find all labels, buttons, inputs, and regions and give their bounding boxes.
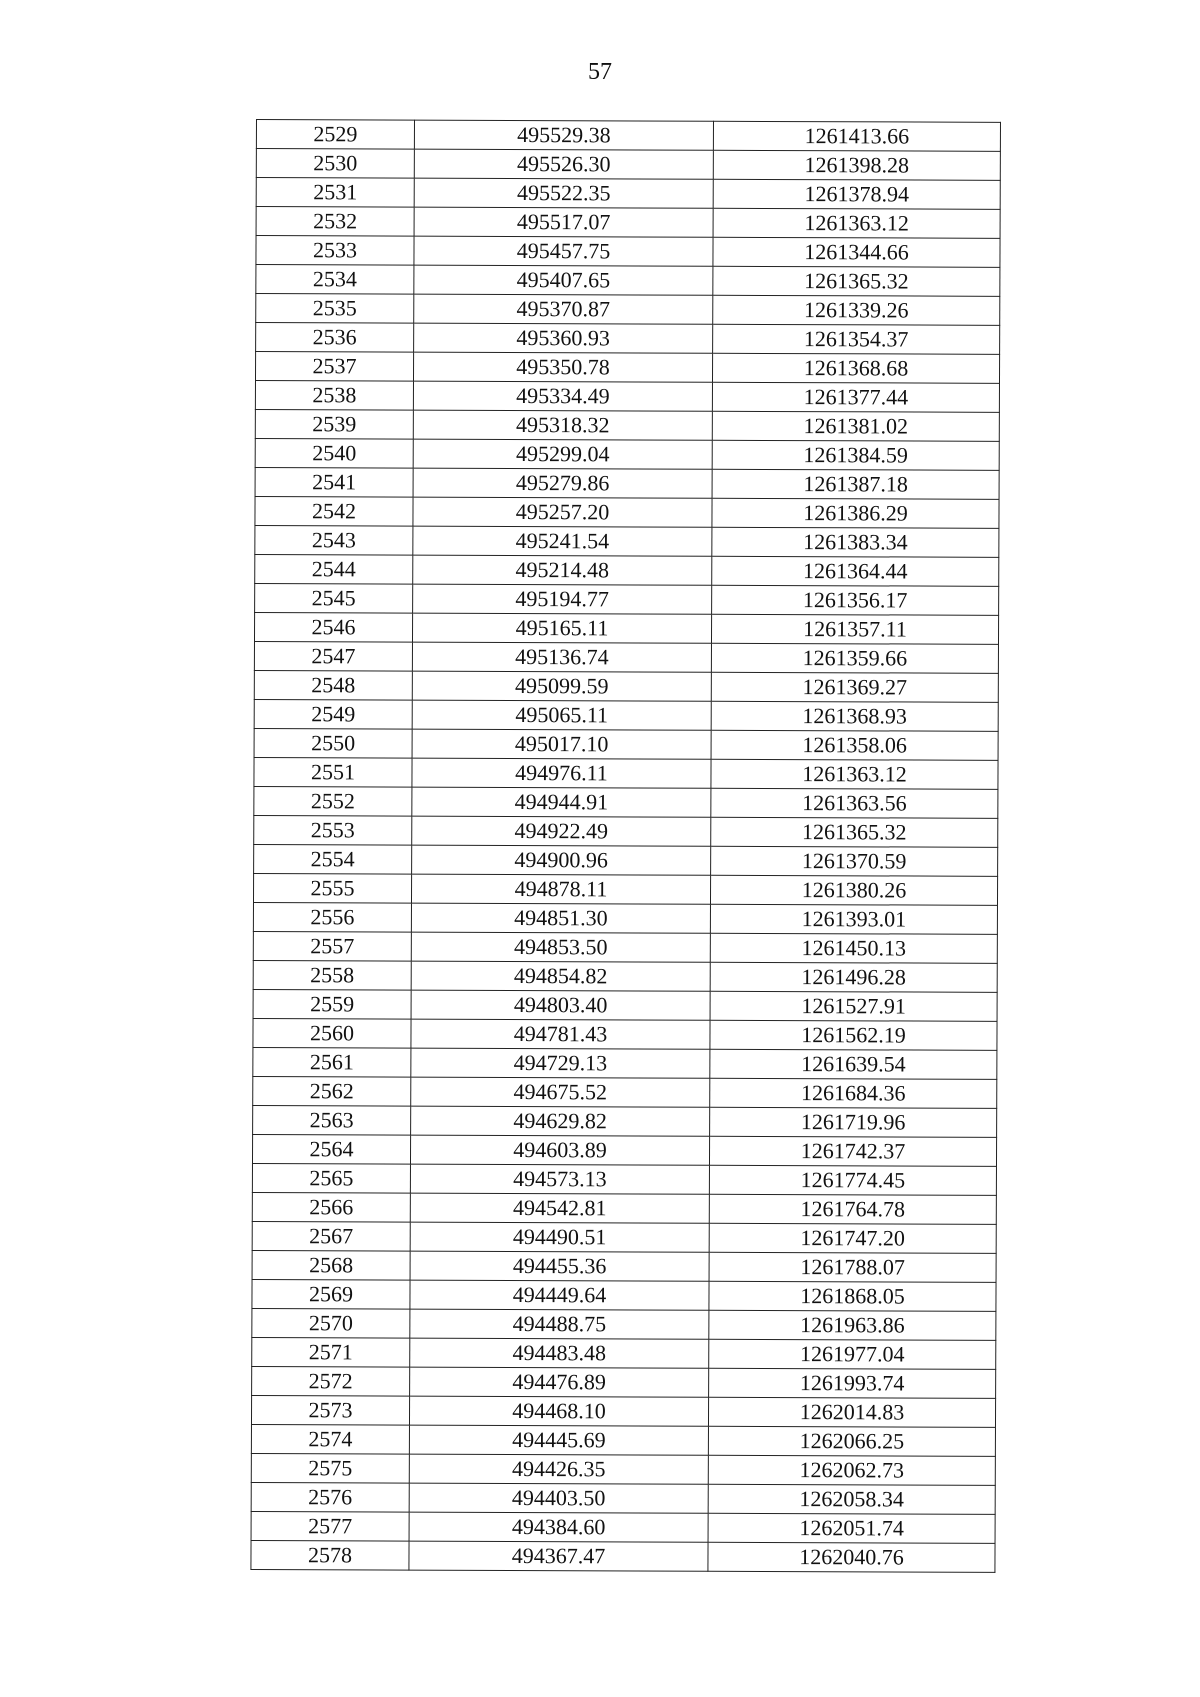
y-coordinate-cell: 1261413.66 (713, 121, 1000, 151)
table-row (256, 178, 1000, 210)
y-coordinate-cell: 1261357.11 (711, 614, 998, 644)
table-row (255, 381, 999, 413)
x-coordinate-cell: 494488.75 (410, 1309, 709, 1339)
x-coordinate-cell: 495517.07 (414, 207, 713, 237)
y-coordinate-cell: 1261381.02 (712, 411, 999, 441)
y-coordinate-cell: 1261993.74 (709, 1368, 996, 1398)
point-number-cell: 2571 (252, 1337, 410, 1367)
x-coordinate-cell: 494853.50 (411, 932, 710, 962)
y-coordinate-cell: 1261365.32 (711, 817, 998, 847)
y-coordinate-cell: 1261742.37 (709, 1136, 996, 1166)
x-coordinate-cell: 494483.48 (410, 1338, 709, 1368)
x-coordinate-cell: 494878.11 (411, 874, 710, 904)
table-row (251, 1482, 995, 1514)
point-number-cell: 2578 (251, 1540, 409, 1570)
y-coordinate-cell: 1262040.76 (708, 1542, 995, 1572)
point-number-cell: 2535 (256, 294, 414, 324)
table-row (254, 728, 998, 760)
point-number-cell: 2537 (255, 352, 413, 382)
y-coordinate-cell: 1261496.28 (710, 962, 997, 992)
point-number-cell: 2548 (254, 670, 412, 700)
y-coordinate-cell: 1261339.26 (713, 295, 1000, 325)
point-number-cell: 2543 (255, 525, 413, 555)
coordinates-table (250, 119, 1001, 1573)
x-coordinate-cell: 494900.96 (412, 845, 711, 875)
table-row (252, 1134, 996, 1166)
table-row (252, 1366, 996, 1398)
point-number-cell: 2549 (254, 699, 412, 729)
table-row (254, 786, 998, 818)
x-coordinate-cell: 495299.04 (413, 439, 712, 469)
point-number-cell: 2554 (254, 844, 412, 874)
table-row (254, 612, 998, 644)
table-row (251, 1453, 995, 1485)
y-coordinate-cell: 1261344.66 (713, 237, 1000, 267)
x-coordinate-cell: 494455.36 (410, 1251, 709, 1281)
x-coordinate-cell: 494922.49 (412, 816, 711, 846)
y-coordinate-cell: 1261359.66 (711, 643, 998, 673)
y-coordinate-cell: 1261358.06 (711, 730, 998, 760)
y-coordinate-cell: 1261764.78 (709, 1194, 996, 1224)
x-coordinate-cell: 495136.74 (412, 642, 711, 672)
table-row (253, 1018, 997, 1050)
x-coordinate-cell: 494573.13 (410, 1164, 709, 1194)
table-row (254, 699, 998, 731)
table-row (252, 1308, 996, 1340)
y-coordinate-cell: 1262066.25 (708, 1426, 995, 1456)
point-number-cell: 2533 (256, 236, 414, 266)
table-row (254, 670, 998, 702)
table-row (254, 815, 998, 847)
y-coordinate-cell: 1261383.34 (712, 527, 999, 557)
x-coordinate-cell: 495360.93 (414, 323, 713, 353)
y-coordinate-cell: 1262062.73 (708, 1455, 995, 1485)
y-coordinate-cell: 1261368.93 (711, 701, 998, 731)
y-coordinate-cell: 1261377.44 (712, 382, 999, 412)
point-number-cell: 2561 (253, 1047, 411, 1077)
table-row (253, 931, 997, 963)
x-coordinate-cell: 495526.30 (414, 149, 713, 179)
x-coordinate-cell: 495099.59 (412, 671, 711, 701)
y-coordinate-cell: 1262014.83 (708, 1397, 995, 1427)
point-number-cell: 2567 (252, 1221, 410, 1251)
point-number-cell: 2531 (256, 178, 414, 208)
x-coordinate-cell: 494803.40 (411, 990, 710, 1020)
table-row (251, 1395, 995, 1427)
point-number-cell: 2573 (251, 1395, 409, 1425)
point-number-cell: 2532 (256, 207, 414, 237)
x-coordinate-cell: 494944.91 (412, 787, 711, 817)
x-coordinate-cell: 495350.78 (413, 352, 712, 382)
point-number-cell: 2564 (252, 1134, 410, 1164)
x-coordinate-cell: 495279.86 (413, 468, 712, 498)
point-number-cell: 2568 (252, 1250, 410, 1280)
x-coordinate-cell: 495165.11 (412, 613, 711, 643)
x-coordinate-cell: 495194.77 (413, 584, 712, 614)
x-coordinate-cell: 494468.10 (409, 1396, 708, 1426)
y-coordinate-cell: 1261527.91 (710, 991, 997, 1021)
y-coordinate-cell: 1261380.26 (710, 875, 997, 905)
point-number-cell: 2565 (252, 1163, 410, 1193)
point-number-cell: 2546 (254, 612, 412, 642)
point-number-cell: 2536 (256, 323, 414, 353)
x-coordinate-cell: 495334.49 (413, 381, 712, 411)
x-coordinate-cell: 494629.82 (411, 1106, 710, 1136)
y-coordinate-cell: 1261562.19 (710, 1020, 997, 1050)
y-coordinate-cell: 1261387.18 (712, 469, 999, 499)
y-coordinate-cell: 1261868.05 (709, 1281, 996, 1311)
y-coordinate-cell: 1261684.36 (710, 1078, 997, 1108)
y-coordinate-cell: 1261788.07 (709, 1252, 996, 1282)
table-row (255, 525, 999, 557)
table-row (254, 757, 998, 789)
point-number-cell: 2552 (254, 786, 412, 816)
x-coordinate-cell: 494675.52 (411, 1077, 710, 1107)
point-number-cell: 2570 (252, 1308, 410, 1338)
table-row (253, 960, 997, 992)
x-coordinate-cell: 494542.81 (410, 1193, 709, 1223)
point-number-cell: 2577 (251, 1511, 409, 1541)
x-coordinate-cell: 494426.35 (409, 1454, 708, 1484)
y-coordinate-cell: 1261356.17 (712, 585, 999, 615)
point-number-cell: 2539 (255, 409, 413, 439)
page-number: 57 (588, 59, 612, 85)
table-row (256, 294, 1000, 326)
point-number-cell: 2540 (255, 438, 413, 468)
table-row (255, 554, 999, 586)
table-row (256, 323, 1000, 355)
table-row (256, 236, 1000, 268)
y-coordinate-cell: 1261977.04 (709, 1339, 996, 1369)
table-row (253, 989, 997, 1021)
y-coordinate-cell: 1261368.68 (712, 353, 999, 383)
point-number-cell: 2575 (251, 1453, 409, 1483)
x-coordinate-cell: 495065.11 (412, 700, 711, 730)
table-row (252, 1279, 996, 1311)
x-coordinate-cell: 495370.87 (414, 294, 713, 324)
table-row (255, 409, 999, 441)
point-number-cell: 2556 (253, 902, 411, 932)
y-coordinate-cell: 1261398.28 (713, 150, 1000, 180)
point-number-cell: 2530 (256, 149, 414, 179)
y-coordinate-cell: 1261363.12 (713, 208, 1000, 238)
y-coordinate-cell: 1261747.20 (709, 1223, 996, 1253)
x-coordinate-cell: 494854.82 (411, 961, 710, 991)
x-coordinate-cell: 494976.11 (412, 758, 711, 788)
coordinates-table-body (251, 120, 1001, 1573)
table-row (254, 844, 998, 876)
table-row (255, 438, 999, 470)
table-row (253, 1076, 997, 1108)
x-coordinate-cell: 494403.50 (409, 1483, 708, 1513)
table-row (256, 120, 1000, 152)
point-number-cell: 2529 (256, 120, 414, 150)
table-row (255, 583, 999, 615)
table-row (251, 1511, 995, 1543)
x-coordinate-cell: 494384.60 (409, 1512, 708, 1542)
y-coordinate-cell: 1261363.12 (711, 759, 998, 789)
x-coordinate-cell: 495214.48 (413, 555, 712, 585)
point-number-cell: 2555 (253, 873, 411, 903)
y-coordinate-cell: 1261369.27 (711, 672, 998, 702)
y-coordinate-cell: 1261364.44 (712, 556, 999, 586)
point-number-cell: 2541 (255, 467, 413, 497)
point-number-cell: 2566 (252, 1192, 410, 1222)
y-coordinate-cell: 1261378.94 (713, 179, 1000, 209)
table-row (253, 873, 997, 905)
y-coordinate-cell: 1261719.96 (710, 1107, 997, 1137)
point-number-cell: 2550 (254, 728, 412, 758)
point-number-cell: 2572 (252, 1366, 410, 1396)
x-coordinate-cell: 494603.89 (410, 1135, 709, 1165)
table-row (256, 207, 1000, 239)
point-number-cell: 2562 (253, 1076, 411, 1106)
table-row (254, 641, 998, 673)
x-coordinate-cell: 494445.69 (409, 1425, 708, 1455)
table-row (251, 1424, 995, 1456)
table-row (252, 1250, 996, 1282)
y-coordinate-cell: 1261370.59 (711, 846, 998, 876)
x-coordinate-cell: 495457.75 (414, 236, 713, 266)
table-row (252, 1163, 996, 1195)
point-number-cell: 2534 (256, 265, 414, 295)
x-coordinate-cell: 495257.20 (413, 497, 712, 527)
x-coordinate-cell: 494729.13 (411, 1048, 710, 1078)
x-coordinate-cell: 494449.64 (410, 1280, 709, 1310)
y-coordinate-cell: 1261639.54 (710, 1049, 997, 1079)
point-number-cell: 2545 (255, 583, 413, 613)
x-coordinate-cell: 494476.89 (410, 1367, 709, 1397)
y-coordinate-cell: 1261963.86 (709, 1310, 996, 1340)
y-coordinate-cell: 1261354.37 (713, 324, 1000, 354)
x-coordinate-cell: 494781.43 (411, 1019, 710, 1049)
x-coordinate-cell: 494490.51 (410, 1222, 709, 1252)
y-coordinate-cell: 1261450.13 (710, 933, 997, 963)
point-number-cell: 2558 (253, 960, 411, 990)
table-row (255, 352, 999, 384)
x-coordinate-cell: 495529.38 (414, 120, 713, 150)
y-coordinate-cell: 1261365.32 (713, 266, 1000, 296)
y-coordinate-cell: 1261363.56 (711, 788, 998, 818)
point-number-cell: 2547 (254, 641, 412, 671)
table-row (252, 1221, 996, 1253)
point-number-cell: 2559 (253, 989, 411, 1019)
table-row (252, 1337, 996, 1369)
x-coordinate-cell: 495318.32 (413, 410, 712, 440)
x-coordinate-cell: 494851.30 (411, 903, 710, 933)
table-row (252, 1192, 996, 1224)
point-number-cell: 2538 (255, 381, 413, 411)
table-row (253, 1105, 997, 1137)
point-number-cell: 2542 (255, 496, 413, 526)
y-coordinate-cell: 1261386.29 (712, 498, 999, 528)
table-row (256, 149, 1000, 181)
point-number-cell: 2574 (251, 1424, 409, 1454)
point-number-cell: 2551 (254, 757, 412, 787)
table-row (253, 902, 997, 934)
table-row (255, 467, 999, 499)
point-number-cell: 2563 (253, 1105, 411, 1135)
point-number-cell: 2569 (252, 1279, 410, 1309)
y-coordinate-cell: 1262051.74 (708, 1513, 995, 1543)
point-number-cell: 2553 (254, 815, 412, 845)
x-coordinate-cell: 495241.54 (413, 526, 712, 556)
point-number-cell: 2576 (251, 1482, 409, 1512)
x-coordinate-cell: 495522.35 (414, 178, 713, 208)
table-row (251, 1540, 995, 1572)
x-coordinate-cell: 495017.10 (412, 729, 711, 759)
y-coordinate-cell: 1261393.01 (710, 904, 997, 934)
table-row (253, 1047, 997, 1079)
point-number-cell: 2560 (253, 1018, 411, 1048)
point-number-cell: 2544 (255, 554, 413, 584)
table-row (255, 496, 999, 528)
x-coordinate-cell: 494367.47 (409, 1541, 708, 1571)
y-coordinate-cell: 1262058.34 (708, 1484, 995, 1514)
point-number-cell: 2557 (253, 931, 411, 961)
y-coordinate-cell: 1261774.45 (709, 1165, 996, 1195)
table-row (256, 265, 1000, 297)
x-coordinate-cell: 495407.65 (414, 265, 713, 295)
y-coordinate-cell: 1261384.59 (712, 440, 999, 470)
